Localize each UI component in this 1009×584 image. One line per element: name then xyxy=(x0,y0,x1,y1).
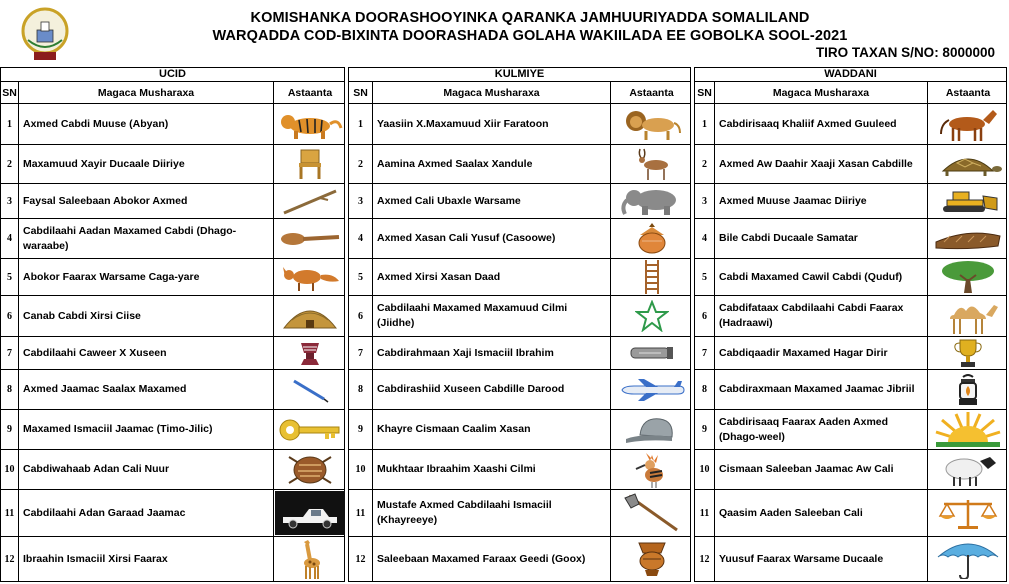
scales-icon xyxy=(936,496,1000,530)
candidate-row[interactable] xyxy=(0,296,345,337)
candidate-number: 2 xyxy=(1,145,19,183)
symbol-header: Astaanta xyxy=(629,86,674,99)
elephant-icon xyxy=(618,186,686,216)
candidate-number: 2 xyxy=(349,145,373,183)
candidate-name: Cabdiwahaab Adan Cali Nuur xyxy=(19,450,274,489)
shield-spears-icon xyxy=(285,453,335,487)
candidate-header: Magaca Musharaxa xyxy=(373,82,611,103)
antelope-icon xyxy=(630,147,674,181)
candidate-row[interactable] xyxy=(348,219,691,259)
spoon-icon xyxy=(279,229,341,249)
candidate-row[interactable] xyxy=(0,219,345,259)
party-column-ucid xyxy=(0,67,345,584)
candidate-row[interactable] xyxy=(0,145,345,184)
candidate-number: 12 xyxy=(349,537,373,581)
candidate-name: Axmed Jaamac Saalax Maxamed xyxy=(19,370,274,409)
candidate-number: 11 xyxy=(1,490,19,536)
candidate-name: Yuusuf Faarax Warsame Ducaale xyxy=(715,537,928,581)
sunrise-icon xyxy=(932,412,1004,448)
candidate-name: Cabdirisaaq Khaliif Axmed Guuleed xyxy=(715,104,928,144)
giraffe-icon xyxy=(294,538,326,580)
commission-title: KOMISHANKA DOORASHOOYINKA QARANKA JAMHUURIYADDA SOMALILAND xyxy=(250,10,810,26)
nec-logo xyxy=(20,6,70,62)
candidate-number: 5 xyxy=(349,259,373,295)
star-icon xyxy=(635,300,669,332)
candidate-row[interactable] xyxy=(0,259,345,296)
party-column-waddani xyxy=(694,67,1007,584)
candidate-row[interactable] xyxy=(0,337,345,370)
hut-icon xyxy=(280,300,340,332)
candidate-name: Cabdifataax Cabdilaahi Cabdi Faarax (Hadraawi) xyxy=(715,296,928,336)
candidate-row[interactable] xyxy=(0,537,345,582)
candidate-number: 6 xyxy=(695,296,715,336)
column-header-row xyxy=(0,82,345,104)
camel-icon xyxy=(936,297,1000,335)
pickup-truck-icon xyxy=(275,491,345,535)
candidate-row[interactable] xyxy=(694,537,1007,582)
candidate-name: Mustafe Axmed Cabdilaahi Ismaciil (Khayreeye) xyxy=(373,490,611,536)
candidate-number: 1 xyxy=(1,104,19,144)
candidate-number: 7 xyxy=(349,337,373,369)
party-name: KULMIYE xyxy=(348,67,691,82)
candidate-number: 10 xyxy=(1,450,19,489)
candidate-row[interactable] xyxy=(694,337,1007,370)
candidate-row[interactable] xyxy=(348,370,691,410)
candidate-name: Qaasim Aaden Saleeban Cali xyxy=(715,490,928,536)
candidate-row[interactable] xyxy=(0,490,345,537)
candidate-name: Abokor Faarax Warsame Caga-yare xyxy=(19,259,274,295)
airplane-icon xyxy=(618,378,686,402)
lion-icon xyxy=(622,107,682,141)
candidate-row[interactable] xyxy=(694,219,1007,259)
key-icon xyxy=(277,417,343,443)
sn-header: SN xyxy=(1,82,19,103)
candidate-name: Ibraahin Ismaciil Xirsi Faarax xyxy=(19,537,274,581)
candidate-number: 4 xyxy=(349,219,373,258)
candidate-name: Faysal Saleebaan Abokor Axmed xyxy=(19,184,274,218)
candidate-name: Axmed Xirsi Xasan Daad xyxy=(373,259,611,295)
candidate-row[interactable] xyxy=(694,370,1007,410)
candidate-number: 8 xyxy=(1,370,19,409)
candidate-number: 5 xyxy=(695,259,715,295)
basket-icon xyxy=(634,221,670,257)
candidate-row[interactable] xyxy=(0,104,345,145)
candidate-row[interactable] xyxy=(348,450,691,490)
bulldozer-icon xyxy=(935,188,1001,214)
candidate-row[interactable] xyxy=(0,410,345,450)
candidate-name: Axmed Cali Ubaxle Warsame xyxy=(373,184,611,218)
candidate-name: Cabdirahmaan Xaji Ismaciil Ibrahim xyxy=(373,337,611,369)
candidate-name: Cabdiqaadir Maxamed Hagar Dirir xyxy=(715,337,928,369)
column-header-row xyxy=(694,82,1007,104)
candidate-name: Cabdirisaaq Faarax Aaden Axmed (Dhago-weel) xyxy=(715,410,928,449)
candidate-row[interactable] xyxy=(694,259,1007,296)
candidate-number: 10 xyxy=(695,450,715,489)
candidate-name: Cabdilaahi Maxamed Maxamuud Cilmi (Jiidhe) xyxy=(373,296,611,336)
candidate-row[interactable] xyxy=(694,490,1007,537)
pot-icon xyxy=(635,539,669,579)
candidate-row[interactable] xyxy=(348,337,691,370)
candidate-number: 2 xyxy=(695,145,715,183)
candidate-name: Cabdirashiid Xuseen Cabdille Darood xyxy=(373,370,611,409)
candidate-number: 6 xyxy=(349,296,373,336)
candidate-number: 3 xyxy=(349,184,373,218)
candidate-name: Axmed Xasan Cali Yusuf (Casoowe) xyxy=(373,219,611,258)
trophy-icon xyxy=(951,338,985,368)
ballot-title: WARQADDA COD-BIXINTA DOORASHADA GOLAHA WAKIILADA EE GOBOLKA SOOL-2021 xyxy=(212,28,848,44)
candidate-number: 5 xyxy=(1,259,19,295)
hoopoe-bird-icon xyxy=(632,451,672,489)
candidate-name: Khayre Cismaan Caalim Xasan xyxy=(373,410,611,449)
candidate-row[interactable] xyxy=(0,184,345,219)
candidate-row[interactable] xyxy=(0,450,345,490)
candidate-row[interactable] xyxy=(694,410,1007,450)
candidate-header: Magaca Musharaxa xyxy=(715,82,928,103)
symbol-header: Astaanta xyxy=(287,86,333,99)
candidate-number: 7 xyxy=(695,337,715,369)
symbol-header: Astaanta xyxy=(945,86,991,99)
candidate-number: 11 xyxy=(349,490,373,536)
candidate-row[interactable] xyxy=(348,490,691,537)
candidate-number: 4 xyxy=(1,219,19,258)
candidate-name: Saleebaan Maxamed Faraax Geedi (Goox) xyxy=(373,537,611,581)
candidate-number: 10 xyxy=(349,450,373,489)
candidate-name: Cabdilaahi Caweer X Xuseen xyxy=(19,337,274,369)
tree-icon xyxy=(936,259,1000,295)
candidate-number: 3 xyxy=(695,184,715,218)
candidate-name: Cismaan Saleeban Jaamac Aw Cali xyxy=(715,450,928,489)
candidate-number: 1 xyxy=(349,104,373,144)
candidate-number: 12 xyxy=(1,537,19,581)
candidate-name: Mukhtaar Ibraahim Xaashi Cilmi xyxy=(373,450,611,489)
candidate-name: Maxamed Ismaciil Jaamac (Timo-Jilic) xyxy=(19,410,274,449)
incense-burner-icon xyxy=(297,339,323,367)
candidate-name: Canab Cabdi Xirsi Ciise xyxy=(19,296,274,336)
candidate-row[interactable] xyxy=(694,184,1007,219)
ballot-table xyxy=(0,67,1009,584)
chair-icon xyxy=(293,148,327,180)
serial-number: TIRO TAXAN S/NO: 8000000 xyxy=(815,45,995,60)
candidate-row[interactable] xyxy=(348,184,691,219)
candidate-name: Yaasiin X.Maxamuud Xiir Faratoon xyxy=(373,104,611,144)
party-column-kulmiye xyxy=(348,67,691,584)
candidate-row[interactable] xyxy=(348,104,691,145)
candidate-name: Axmed Cabdi Muuse (Abyan) xyxy=(19,104,274,144)
candidate-row[interactable] xyxy=(348,410,691,450)
candidate-name: Cabdi Maxamed Cawil Cabdi (Quduf) xyxy=(715,259,928,295)
candidate-row[interactable] xyxy=(694,450,1007,490)
candidate-row[interactable] xyxy=(694,145,1007,184)
candidate-number: 4 xyxy=(695,219,715,258)
candidate-row[interactable] xyxy=(348,537,691,582)
candidate-number: 9 xyxy=(349,410,373,449)
candidate-number: 8 xyxy=(695,370,715,409)
mat-icon xyxy=(932,228,1004,250)
candidate-number: 9 xyxy=(695,410,715,449)
horse-icon xyxy=(935,106,1001,142)
candidate-number: 11 xyxy=(695,490,715,536)
candidate-row[interactable] xyxy=(694,104,1007,145)
umbrella-icon xyxy=(934,539,1002,579)
fox-icon xyxy=(279,261,341,293)
tortoise-icon xyxy=(933,151,1003,177)
candidate-row[interactable] xyxy=(694,296,1007,337)
candidate-row[interactable] xyxy=(348,259,691,296)
sn-header: SN xyxy=(349,82,373,103)
candidate-number: 8 xyxy=(349,370,373,409)
column-header-row xyxy=(348,82,691,104)
candidate-name: Cabdilaahi Aadan Maxamed Cabdi (Dhago-waraabe) xyxy=(19,219,274,258)
candidate-name: Axmed Aw Daahir Xaaji Xasan Cabdille xyxy=(715,145,928,183)
candidate-number: 9 xyxy=(1,410,19,449)
candidate-number: 6 xyxy=(1,296,19,336)
candidate-number: 7 xyxy=(1,337,19,369)
torch-icon xyxy=(629,343,675,363)
tiger-icon xyxy=(277,108,343,140)
candidate-number: 1 xyxy=(695,104,715,144)
candidate-name: Cabdiraxmaan Maxamed Jaamac Jibriil xyxy=(715,370,928,409)
candidate-name: Axmed Muuse Jaamac Diiriye xyxy=(715,184,928,218)
ladder-icon xyxy=(642,259,662,295)
candidate-name: Bile Cabdi Ducaale Samatar xyxy=(715,219,928,258)
party-name: WADDANI xyxy=(694,67,1007,82)
stick-icon xyxy=(280,187,340,215)
pen-icon xyxy=(290,377,330,403)
candidate-name: Aamina Axmed Saalax Xandule xyxy=(373,145,611,183)
candidate-name: Cabdilaahi Adan Garaad Jaamac xyxy=(19,490,274,536)
candidate-number: 12 xyxy=(695,537,715,581)
cap-icon xyxy=(622,415,682,445)
candidate-row[interactable] xyxy=(0,370,345,410)
party-name: UCID xyxy=(0,67,345,82)
lantern-icon xyxy=(955,373,981,407)
sheep-icon xyxy=(938,453,998,487)
candidate-header: Magaca Musharaxa xyxy=(19,82,274,103)
candidate-name: Maxamuud Xayir Ducaale Diiriye xyxy=(19,145,274,183)
axe-icon xyxy=(621,492,683,534)
candidate-number: 3 xyxy=(1,184,19,218)
candidate-row[interactable] xyxy=(348,296,691,337)
sn-header: SN xyxy=(695,82,715,103)
candidate-row[interactable] xyxy=(348,145,691,184)
